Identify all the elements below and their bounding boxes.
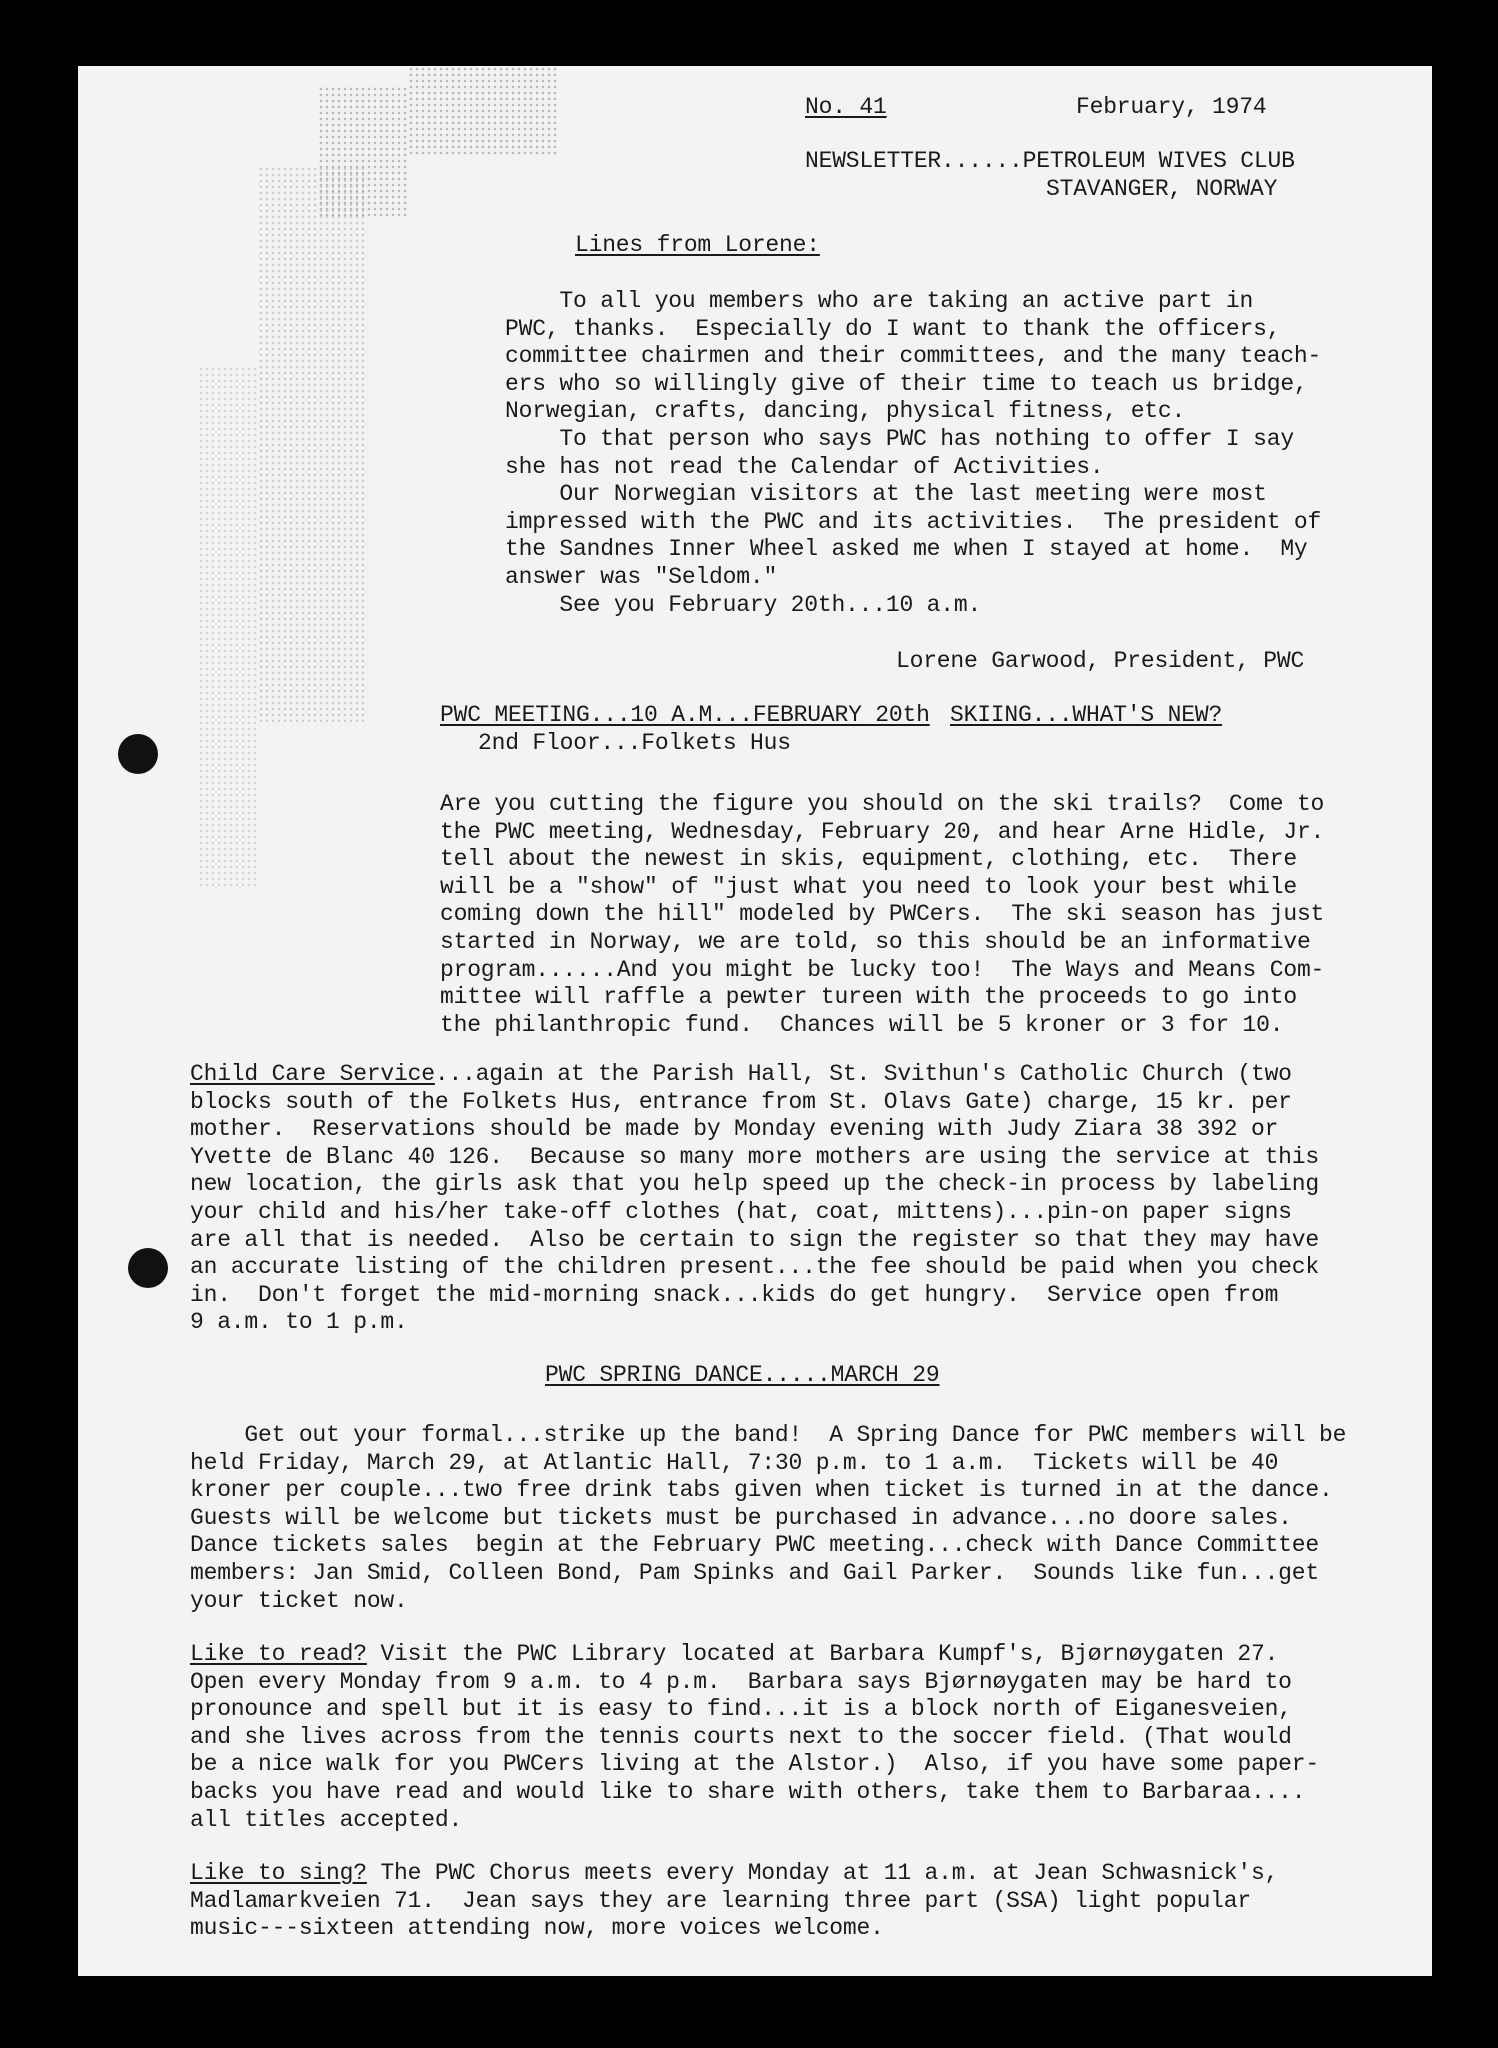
text-line: will be a "show" of "just what you need to look your best while <box>440 873 1297 900</box>
text-line: an accurate listing of the children present...the fee should be paid when you check <box>190 1254 1319 1281</box>
text-line: Dance tickets sales begin at the February PWC meeting...check with Dance Committee <box>190 1532 1319 1559</box>
spring-dance-heading: PWC SPRING DANCE.....MARCH 29 <box>545 1362 940 1388</box>
text-line: and she lives across from the tennis courts next to the soccer field. (That would <box>190 1723 1292 1750</box>
text-line: kroner per couple...two free drink tabs given when ticket is turned in at the dance. <box>190 1477 1333 1504</box>
text-line: Madlamarkveien 71. Jean says they are learning three part (SSA) light popular <box>190 1887 1251 1914</box>
text-line: 9 a.m. to 1 p.m. <box>190 1309 408 1336</box>
text-line <box>190 1860 1278 1888</box>
text-line: members: Jan Smid, Colleen Bond, Pam Spinks and Gail Parker. Sounds like fun...get <box>190 1560 1319 1586</box>
text-line: program......And you might be lucky too! The Ways and Means Com- <box>440 956 1325 983</box>
text-line: the Sandnes Inner Wheel asked me when I stayed at home. My <box>505 536 1308 563</box>
library-label: Like to read? <box>190 1641 367 1667</box>
text-line: Norwegian, crafts, dancing, physical fitness, etc. <box>505 398 1186 425</box>
text-line: impressed with the PWC and its activities. The president of <box>505 508 1322 535</box>
text-line: tell about the newest in skis, equipment, clothing, etc. There <box>440 846 1297 873</box>
chorus-first-line: The PWC Chorus meets every Monday at 11 a.m. at Jean Schwasnick's, <box>366 1860 1279 1886</box>
meeting-heading: PWC MEETING...10 A.M...FEBRUARY 20th <box>440 702 930 728</box>
meeting-topic: SKIING...WHAT'S NEW? <box>950 702 1223 728</box>
text-line: Yvette de Blanc 40 126. Because so many more mothers are using the service at this <box>190 1143 1319 1170</box>
text-line: pronounce and spell but it is easy to find...it is a block north of Eiganesveien, <box>190 1696 1292 1723</box>
text-line: To all you members who are taking an active part in <box>505 288 1254 314</box>
text-line: To that person who says PWC has nothing to offer I say <box>505 426 1294 452</box>
text-line: blocks south of the Folkets Hus, entrance from St. Olavs Gate) charge, 15 kr. per <box>190 1088 1292 1115</box>
text-line: she has not read the Calendar of Activities. <box>505 453 1104 480</box>
bleed-through-marks <box>408 66 558 156</box>
lorene-signature: Lorene Garwood, President, PWC <box>896 648 1305 674</box>
bleed-through-marks <box>198 366 258 886</box>
text-line: PWC, thanks. Especially do I want to thank the officers, <box>505 315 1281 342</box>
text-line: the philanthropic fund. Chances will be 5 kroner or 3 for 10. <box>440 1011 1284 1038</box>
lorene-heading: Lines from Lorene: <box>575 232 820 258</box>
meeting-location: 2nd Floor...Folkets Hus <box>478 730 791 756</box>
text-line: Guests will be welcome but tickets must be purchased in advance...no doore sales. <box>190 1504 1292 1531</box>
text-line <box>190 1061 1292 1089</box>
issue-number: No. 41 <box>805 94 887 120</box>
text-line: in. Don't forget the mid-morning snack...kids do get hungry. Service open from <box>190 1281 1279 1308</box>
text-line: coming down the hill" modeled by PWCers. The ski season has just <box>440 901 1325 928</box>
newsletter-title: NEWSLETTER......PETROLEUM WIVES CLUB <box>805 148 1295 174</box>
bleed-through-marks <box>258 166 368 726</box>
text-line: started in Norway, we are told, so this should be an informative <box>440 929 1311 955</box>
text-line: the PWC meeting, Wednesday, February 20, and hear Arne Hidle, Jr. <box>440 818 1325 845</box>
text-line: Our Norwegian visitors at the last meeting were most <box>505 481 1267 508</box>
text-line: committee chairmen and their committees, and the many teach- <box>505 343 1322 370</box>
newsletter-location: STAVANGER, NORWAY <box>1046 176 1278 202</box>
text-line: answer was "Seldom." <box>505 564 778 590</box>
text-line <box>190 1641 1278 1669</box>
newsletter-page <box>78 66 1432 1976</box>
library-first-line: Visit the PWC Library located at Barbara Kumpf's, Bjørnøygaten 27. <box>366 1641 1279 1667</box>
binder-hole-top <box>118 734 158 774</box>
text-line: backs you have read and would like to share with others, take them to Barbaraa.... <box>190 1779 1306 1805</box>
text-line: held Friday, March 29, at Atlantic Hall, 7:30 p.m. to 1 a.m. Tickets will be 40 <box>190 1449 1279 1476</box>
binder-hole-bottom <box>128 1248 168 1288</box>
text-line: your child and his/her take-off clothes (hat, coat, mittens)...pin-on paper signs <box>190 1199 1292 1225</box>
chorus-label: Like to sing? <box>190 1860 367 1886</box>
text-line: be a nice walk for you PWCers living at the Alstor.) Also, if you have some paper- <box>190 1751 1319 1778</box>
issue-date: February, 1974 <box>1076 94 1267 120</box>
text-line: mittee will raffle a pewter tureen with the proceeds to go into <box>440 984 1297 1011</box>
text-line: Get out your formal...strike up the band! A Spring Dance for PWC members will be <box>190 1422 1347 1448</box>
text-line: mother. Reservations should be made by Monday evening with Judy Ziara 38 392 or <box>190 1116 1279 1143</box>
text-line: ers who so willingly give of their time to teach us bridge, <box>505 370 1308 397</box>
text-line: are all that is needed. Also be certain to sign the register so that they may have <box>190 1226 1319 1253</box>
text-line: music---sixteen attending now, more voices welcome. <box>190 1915 884 1942</box>
child-care-first-line: ...again at the Parish Hall, St. Svithun's Catholic Church (two <box>434 1061 1292 1087</box>
text-line: Open every Monday from 9 a.m. to 4 p.m. Barbara says Bjørnøygaten may be hard to <box>190 1668 1292 1695</box>
text-line: your ticket now. <box>190 1587 408 1614</box>
text-line: all titles accepted. <box>190 1806 463 1833</box>
text-line: new location, the girls ask that you help speed up the check-in process by labeling <box>190 1171 1319 1198</box>
child-care-label: Child Care Service <box>190 1061 435 1087</box>
text-line: Are you cutting the figure you should on the ski trails? Come to <box>440 791 1325 817</box>
text-line: See you February 20th...10 a.m. <box>505 591 982 618</box>
